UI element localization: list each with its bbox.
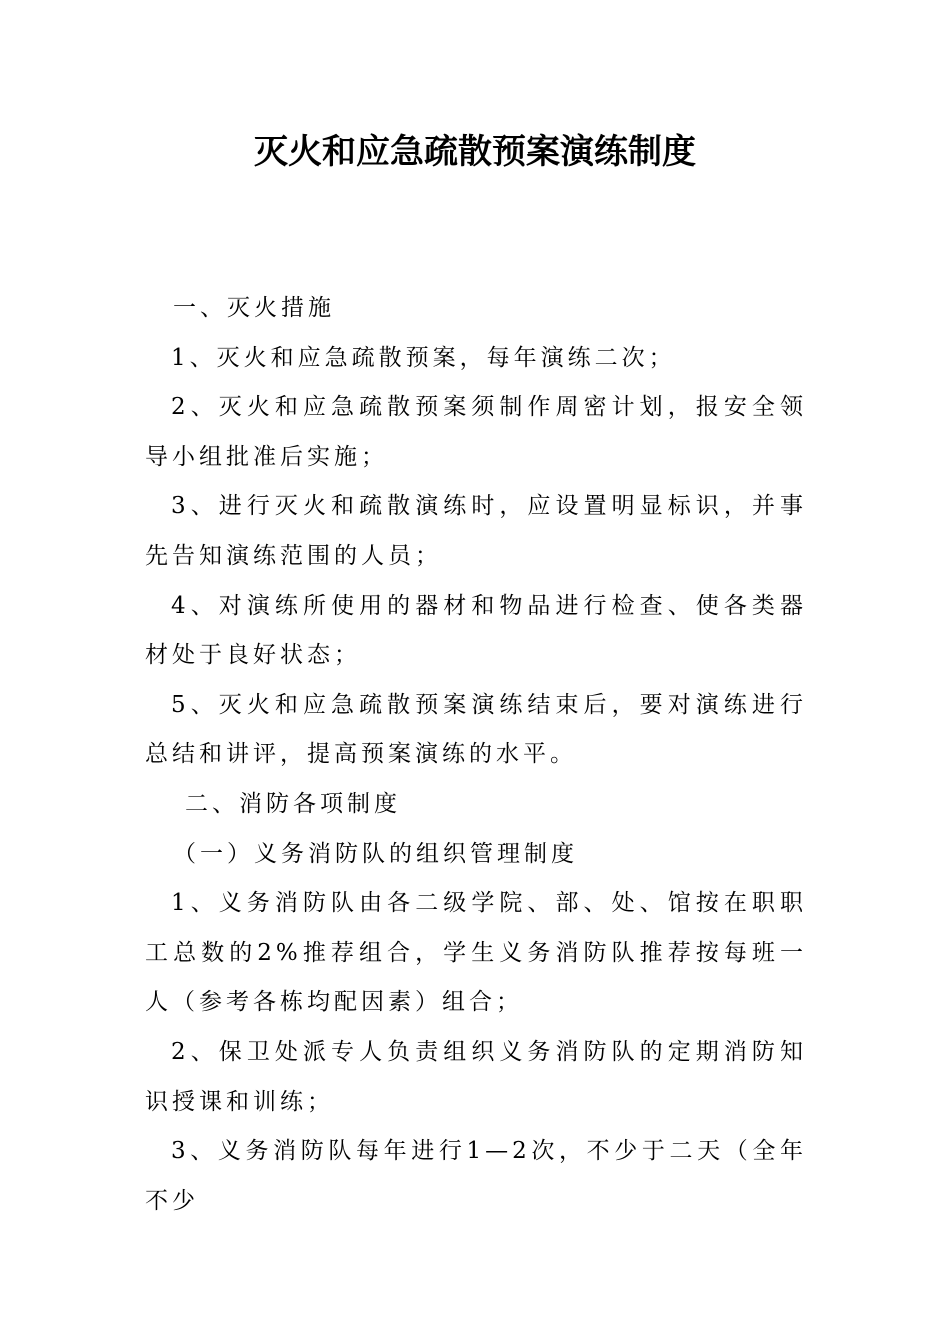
paragraph-team-item-3: 3、义务消防队每年进行1—2次，不少于二天（全年不少 bbox=[145, 1138, 807, 1214]
paragraph-item-4: 4、对演练所使用的器材和物品进行检查、使各类器材处于良好状态； bbox=[145, 592, 807, 669]
section-heading-fire-measures: 一、灭火措施 bbox=[173, 295, 335, 321]
section-heading-fire-rules: 二、消防各项制度 bbox=[185, 790, 401, 817]
paragraph-item-2: 2、灭火和应急疏散预案须制作周密计划，报安全领导小组批准后实施； bbox=[145, 394, 807, 470]
paragraph-team-item-1: 1、义务消防队由各二级学院、部、处、馆按在职职工总数的2%推荐组合，学生义务消防队推荐按每班一人（参考各栋均配因素）组合； bbox=[145, 890, 807, 1016]
subsection-heading-volunteer-team: （一）义务消防队的组织管理制度 bbox=[173, 840, 578, 867]
paragraph-item-3: 3、进行灭火和疏散演练时，应设置明显标识，并事先告知演练范围的人员； bbox=[145, 493, 807, 569]
document-title: 灭火和应急疏散预案演练制度 bbox=[254, 132, 696, 172]
document-body bbox=[145, 284, 807, 1226]
paragraph-item-5: 5、灭火和应急疏散预案演练结束后，要对演练进行总结和讲评，提高预案演练的水平。 bbox=[145, 691, 807, 768]
paragraph-team-item-2: 2、保卫处派专人负责组织义务消防队的定期消防知识授课和训练； bbox=[145, 1038, 807, 1115]
paragraph-item-1: 1、灭火和应急疏散预案，每年演练二次； bbox=[171, 344, 676, 371]
